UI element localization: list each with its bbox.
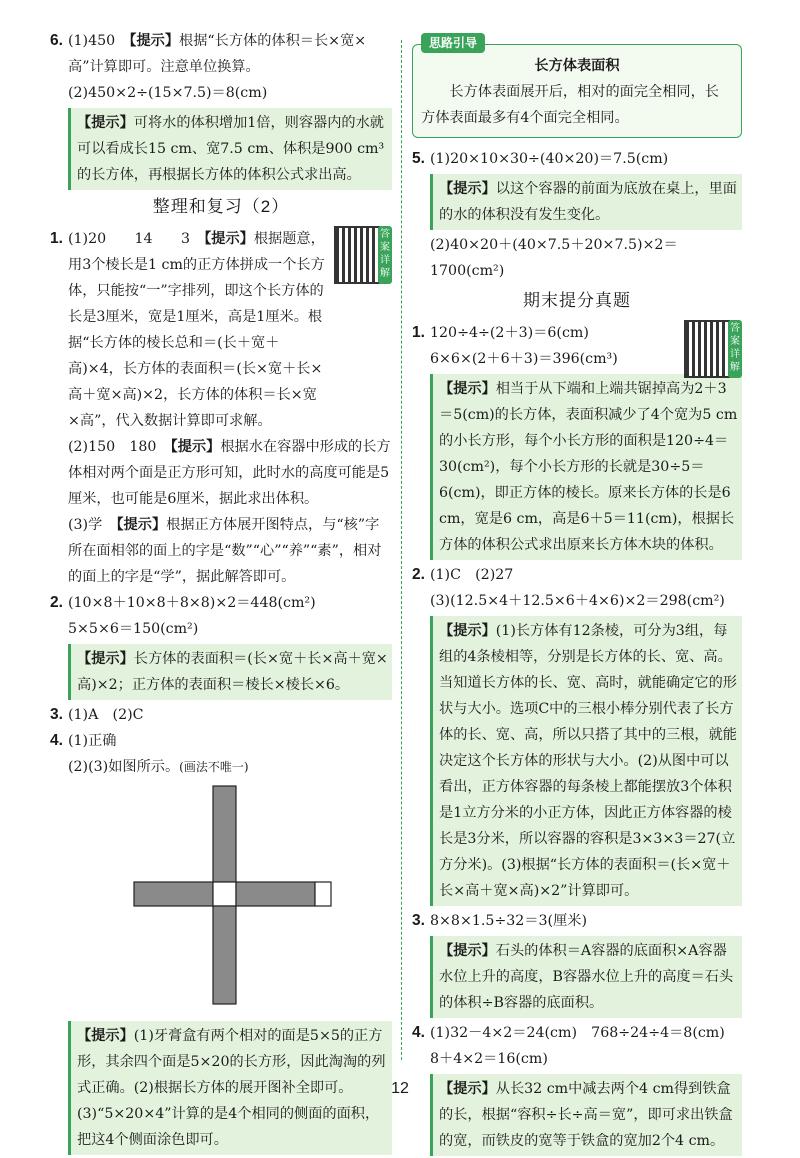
answer: 8×8×1.5÷32＝3(厘米) bbox=[430, 913, 587, 929]
answer: 8＋4×2＝16(cm) bbox=[430, 1051, 548, 1067]
hint-label: 【提示】 bbox=[116, 517, 167, 533]
hint-label: 【提示】 bbox=[439, 1081, 496, 1097]
qr-code-icon[interactable] bbox=[684, 320, 742, 378]
question-number: 4. bbox=[412, 1024, 425, 1041]
qr-pattern bbox=[334, 226, 380, 284]
problem-1 bbox=[412, 320, 742, 560]
idea-box bbox=[412, 36, 742, 138]
page-number: 12 bbox=[391, 1080, 409, 1097]
answer: (2)450×2÷(15×7.5)＝8(cm) bbox=[68, 85, 268, 101]
answer: (1)32－4×2＝24(cm) 768÷24÷4＝8(cm) bbox=[430, 1025, 725, 1041]
qr-tag: 答案详解 bbox=[378, 226, 392, 284]
problem-2 bbox=[412, 562, 742, 906]
qr-pattern bbox=[684, 320, 730, 378]
answer: 5×5×6＝150(cm²) bbox=[68, 621, 199, 637]
answer: (3)(12.5×4＋12.5×6＋4×6)×2＝298(cm²) bbox=[430, 593, 725, 609]
question-2 bbox=[50, 590, 392, 700]
question-3 bbox=[50, 702, 392, 728]
answer: (2)(3)如图所示。 bbox=[68, 759, 180, 775]
answer: (10×8＋10×8＋8×8)×2＝448(cm²) bbox=[68, 595, 316, 611]
question-number: 6. bbox=[50, 32, 63, 49]
qr-code-icon[interactable] bbox=[334, 226, 392, 284]
hint-text: 根据水在容器中形成的长方体相对两个面是正方形可知，此时水的高度可能是5厘米，也可能是6厘米，据此求出体积。 bbox=[68, 439, 391, 507]
answer: (3)学 bbox=[68, 517, 103, 533]
hint-label: 【提示】 bbox=[170, 439, 221, 455]
hint-label: 【提示】 bbox=[439, 943, 496, 959]
question-number: 1. bbox=[412, 324, 425, 341]
answer: (1)A (2)C bbox=[68, 707, 144, 723]
question-number: 4. bbox=[50, 732, 63, 749]
column-divider bbox=[401, 40, 402, 1060]
hint-block bbox=[430, 174, 742, 230]
question-number: 3. bbox=[50, 706, 63, 723]
hint-label: 【提示】 bbox=[439, 381, 496, 397]
answer: 6×6×(2＋6＋3)＝396(cm³) bbox=[430, 351, 618, 367]
net-right-arm bbox=[236, 882, 315, 906]
hint-label: 【提示】 bbox=[439, 181, 496, 197]
question-number: 5. bbox=[412, 150, 425, 167]
hint-text: 以这个容器的前面为底放在桌上，里面的水的体积没有发生变化。 bbox=[439, 181, 737, 223]
hint-block bbox=[68, 644, 392, 700]
section-title: 期末提分真题 bbox=[523, 291, 631, 310]
hint-text: 根据题意，用3个棱长是1 cm的正方体拼成一个长方体，只能按“一”字排列，即这个长方体的长是3厘米，宽是1厘米，高是1厘米。根据“长方体的棱长总和＝(长＋宽＋高)×4，长方体的表面积＝(长×宽＋长×高＋宽×高)×2，长方体的体积＝长×宽×高”，代入数据计算即可求解。 bbox=[68, 231, 325, 429]
net-diagram bbox=[50, 780, 392, 1010]
hint-text: 根据正方体展开图特点，与“核”字所在面相邻的面上的字是“数”“心”“养”“素”，相对的面上的字是“学”，据此解答即可。 bbox=[68, 517, 382, 585]
hint-block bbox=[430, 936, 742, 1018]
hint-block bbox=[430, 374, 742, 560]
hint-text: 石头的体积＝A容器的底面积×A容器水位上升的高度，B容器水位上升的高度＝石头的体积÷B容器的底面积。 bbox=[439, 943, 734, 1011]
net-left-arm bbox=[134, 882, 213, 906]
net-end-face bbox=[315, 882, 331, 906]
hint-text: 相当于从下端和上端共锯掉高为2＋3＝5(cm)的长方体，表面积减少了4个宽为5 cm的小长方形，每个小长方形的面积是120÷4＝30(cm²)，每个小长方形的长就是30÷5＝6(cm)，即正方体的棱长。原来长方体的长是6 cm，宽是6 cm，高是6＋5＝11(cm)，根据长方体的体积公式求出原来长方体木块的体积。 bbox=[439, 381, 738, 553]
section-title: 整理和复习（2） bbox=[152, 197, 290, 216]
answer: (1)20×10×30÷(40×20)＝7.5(cm) bbox=[430, 151, 669, 167]
question-number: 3. bbox=[412, 912, 425, 929]
hint-text: 长方体的表面积＝(长×宽＋长×高＋宽×高)×2；正方体的表面积＝棱长×棱长×6。 bbox=[77, 651, 388, 693]
question-1 bbox=[50, 226, 392, 590]
idea-badge: 思路引导 bbox=[421, 33, 485, 53]
net-top-arm bbox=[213, 786, 236, 882]
answer: (2)40×20＋(40×7.5＋20×7.5)×2＝1700(cm²) bbox=[430, 237, 678, 279]
right-column bbox=[412, 36, 742, 1158]
answer: (1)C (2)27 bbox=[430, 567, 514, 583]
hint-label: 【提示】 bbox=[77, 1028, 134, 1044]
answer: (1)20 14 3 bbox=[68, 231, 190, 247]
note: (画法不唯一) bbox=[179, 760, 249, 774]
hint-label: 【提示】 bbox=[129, 33, 180, 49]
hint-label: 【提示】 bbox=[77, 651, 134, 667]
hint-text: 从长32 cm中减去两个4 cm得到铁盒的长，根据“容积÷长÷高＝宽”，即可求出铁盒的宽，而铁皮的宽等于铁盒的宽加2个4 cm。 bbox=[439, 1081, 733, 1149]
question-number: 2. bbox=[50, 594, 63, 611]
hint-block bbox=[430, 616, 742, 906]
answer: 120÷4÷(2＋3)＝6(cm) bbox=[430, 325, 589, 341]
left-column bbox=[50, 28, 392, 1157]
hint-text: 可将水的体积增加1倍，则容器内的水就可以看成长15 cm、宽7.5 cm、体积是900 cm³的长方体，再根据长方体的体积公式求出高。 bbox=[77, 115, 385, 183]
hint-text: (1)长方体有12条棱，可分为3组，每组的4条棱相等，分别是长方体的长、宽、高。当知道长方体的长、宽、高时，就能确定它的形状与大小。选项C中的三根小棒分别代表了长方体的长、宽、高，所以只搭了其中的三根，就能决定这个长方体的形状与大小。(2)从图中可以看出，正方体容器的每条棱上都能摆放3个体积是1立方分米的小正方体，因此正方体容器的棱长是3分米，所以容器的容积是3×3×3＝27(立方分米)。(3)根据“长方体的表面积＝(长×宽＋长×高＋宽×高)×2”计算即可。 bbox=[439, 623, 737, 899]
idea-text: 长方体表面展开后，相对的面完全相同，长方体表面最多有4个面完全相同。 bbox=[421, 84, 719, 126]
hint-label: 【提示】 bbox=[77, 115, 134, 131]
hint-label: 【提示】 bbox=[204, 231, 254, 247]
question-4 bbox=[50, 728, 392, 780]
net-center-face bbox=[213, 882, 236, 906]
problem-3 bbox=[412, 908, 742, 1018]
question-6 bbox=[50, 28, 392, 190]
hint-text: 根据“长方体的体积＝长×宽×高”计算即可。注意单位换算。 bbox=[68, 33, 367, 75]
hint-block bbox=[68, 108, 392, 190]
qr-tag: 答案详解 bbox=[728, 320, 742, 378]
question-number: 2. bbox=[412, 566, 425, 583]
answer: (1)正确 bbox=[68, 733, 117, 749]
answer: (1)450 bbox=[68, 33, 116, 49]
hint-text: (1)牙膏盒有两个相对的面是5×5的正方形，其余四个面是5×20的长方形，因此淘淘的列式正确。(2)根据长方体的展开图补全即可。(3)“5×20×4”计算的是4个相同的侧面的面积，把这4个侧面涂色即可。 bbox=[77, 1028, 386, 1148]
question-number: 1. bbox=[50, 230, 63, 247]
idea-title: 长方体表面积 bbox=[534, 58, 620, 74]
answer: (2)150 180 bbox=[68, 439, 157, 455]
net-bottom-arm bbox=[213, 906, 236, 1004]
hint-label: 【提示】 bbox=[439, 623, 496, 639]
question-5 bbox=[412, 146, 742, 284]
